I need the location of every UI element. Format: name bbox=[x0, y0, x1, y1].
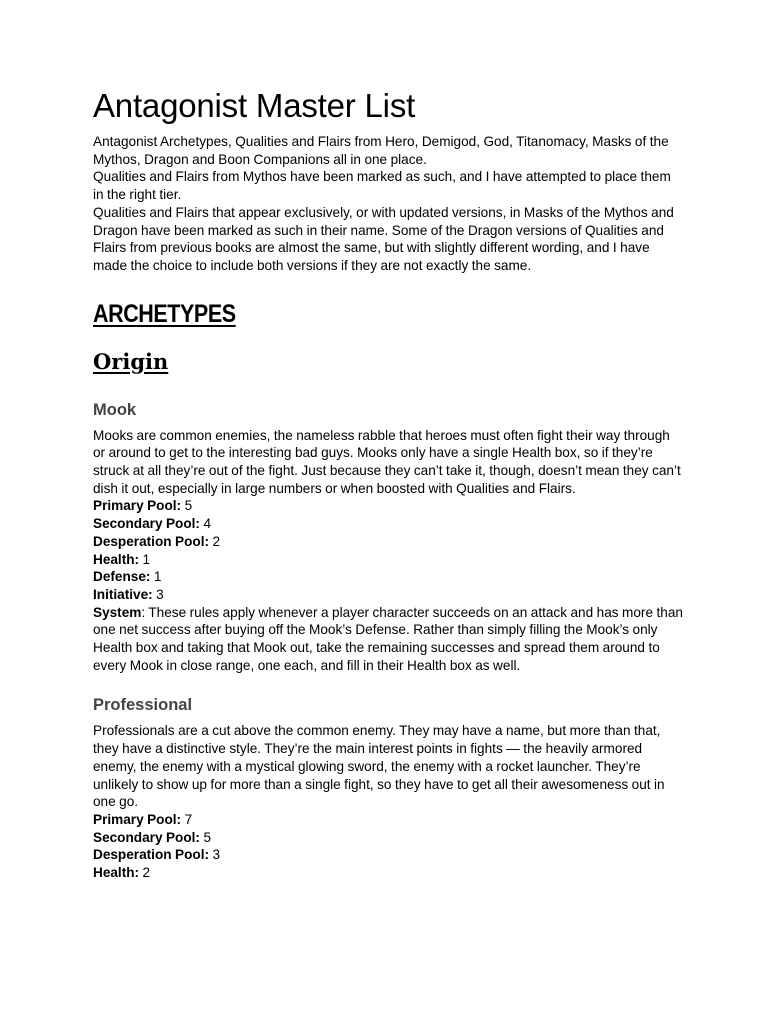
stat-label: System bbox=[93, 604, 142, 620]
professional-desperation-pool bbox=[93, 846, 683, 864]
professional-description: Professionals are a cut above the common enemy. They may have a name, but more than that, they have a distinctive style. They’re the main interest points in fights — the heavily armored enemy, the enemy with a mystical glowing sword, the enemy with a rocket launcher. They’re unlikely to show up for more than a single fight, so they have to get all their awesomeness out in one go. bbox=[93, 723, 665, 810]
intro-paragraph: Qualities and Flairs from Mythos have been marked as such, and I have attempted to place them in the right tier. bbox=[93, 169, 671, 203]
mook-desperation-pool bbox=[93, 533, 683, 551]
professional-primary-pool bbox=[93, 811, 683, 829]
mook-defense bbox=[93, 568, 683, 586]
intro-paragraph: Antagonist Archetypes, Qualities and Flairs from Hero, Demigod, God, Titanomacy, Masks of the Mythos, Dragon and Boon Companions all in one place. bbox=[93, 134, 669, 167]
stat-label: Desperation Pool: bbox=[93, 533, 210, 549]
mook-health bbox=[93, 551, 683, 569]
section-heading-archetypes: ARCHETYPES bbox=[93, 299, 236, 328]
mook-primary-pool bbox=[93, 497, 683, 515]
stat-value: 5 bbox=[199, 829, 212, 845]
stat-value: 3 bbox=[152, 586, 164, 602]
stat-value: 4 bbox=[199, 516, 212, 532]
professional-secondary-pool bbox=[93, 829, 683, 847]
stat-label: Health: bbox=[93, 865, 140, 881]
stat-label: Initiative: bbox=[93, 586, 153, 602]
stat-value: 1 bbox=[150, 569, 162, 585]
stat-label: Desperation Pool: bbox=[93, 847, 210, 863]
stat-value: 7 bbox=[181, 811, 193, 827]
intro-section bbox=[93, 133, 683, 275]
stat-label: Secondary Pool: bbox=[93, 829, 200, 845]
mook-initiative bbox=[93, 586, 683, 604]
archetype-heading-mook: Mook bbox=[93, 400, 137, 419]
document-title: Antagonist Master List bbox=[93, 87, 416, 124]
stat-label: Defense: bbox=[93, 569, 151, 585]
stat-value: 1 bbox=[139, 551, 151, 567]
mook-secondary-pool bbox=[93, 515, 683, 533]
professional-health bbox=[93, 864, 683, 882]
stat-label: Primary Pool: bbox=[93, 498, 182, 514]
mook-system bbox=[93, 604, 683, 675]
stat-label: Secondary Pool: bbox=[93, 516, 200, 532]
subsection-heading-origin: Origin bbox=[93, 348, 169, 374]
system-text: : These rules apply whenever a player character succeeds on an attack and has more than one net success after buying off the Mook’s Defense. Rather than simply filling the Mook’s only Health box and taking that Mook out, take the remaining successes and spread them around to every Mook in close range, one each, and fill in their Health box as well. bbox=[93, 604, 683, 673]
intro-paragraph: Qualities and Flairs that appear exclusively, or with updated versions, in Masks of the Mythos and Dragon have been marked as such in their name. Some of the Dragon versions of Qualities and Flairs from previous books are almost the same, but with slightly different wording, and I have made the choice to include both versions if they are not exactly the same. bbox=[93, 204, 674, 273]
mook-description: Mooks are common enemies, the nameless rabble that heroes must often fight their way through or around to get to the interesting bad guys. Mooks only have a single Health box, so if they’re struck at all they’re out of the fight. Just because they can’t take it, though, doesn’t mean they can’t dish it out, especially in large numbers or when boosted with Qualities and Flairs. bbox=[93, 427, 681, 496]
stat-value: 5 bbox=[181, 498, 193, 514]
stat-value: 2 bbox=[139, 865, 151, 881]
archetype-heading-professional: Professional bbox=[93, 696, 193, 715]
document-page bbox=[93, 86, 683, 882]
stat-value: 3 bbox=[209, 847, 221, 863]
stat-label: Primary Pool: bbox=[93, 811, 182, 827]
stat-label: Health: bbox=[93, 551, 140, 567]
stat-value: 2 bbox=[209, 533, 221, 549]
